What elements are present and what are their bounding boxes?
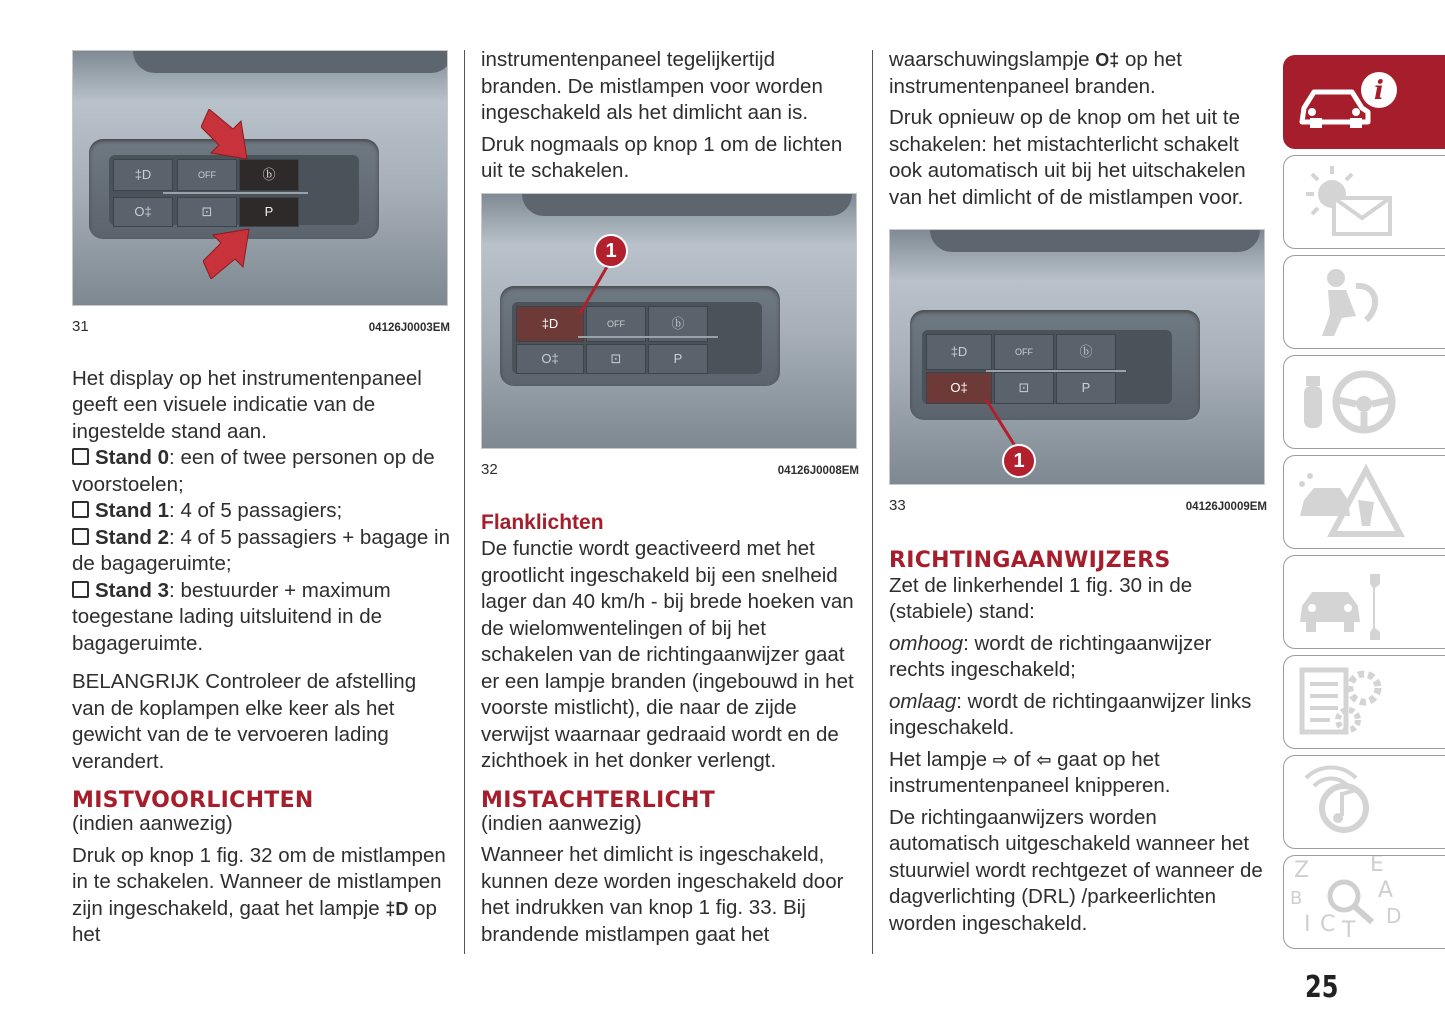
checkbox-bullet-icon: [72, 528, 89, 545]
column-3: [889, 47, 1267, 942]
tab-index[interactable]: [1283, 855, 1445, 949]
callout-1: 1: [594, 234, 628, 268]
fog-front-button: ‡D: [516, 306, 584, 342]
important-note: BELANGRIJK Controleer de afstelling van de koplampen elke keer als het gewicht van de te vervoeren lading verandert.: [72, 670, 417, 773]
figure-number: 31: [72, 318, 89, 335]
figure-33: [889, 229, 1265, 485]
checkbox-bullet-icon: [72, 448, 89, 465]
airbag-icon: [1284, 256, 1445, 348]
figure-number: 32: [481, 460, 498, 478]
parking-light-button: P: [1056, 372, 1116, 404]
fog-rear-button: O‡: [113, 197, 173, 227]
fog-rear-button: O‡: [926, 372, 992, 404]
callout-1: 1: [1002, 444, 1036, 478]
index-letter: D: [1386, 904, 1402, 928]
indicator-auto-off: De richtingaanwijzers worden automatisch uitgeschakeld wanneer het stuurwiel wordt rechtgezet of wanneer de dagverlichting (DRL) /parkeerlichten worden ingeschakeld.: [889, 805, 1263, 935]
figure-code: 04126J0003EM: [368, 322, 450, 334]
display-intro: Het display op het instrumentenpaneel geeft een visuele indicatie van de ingestelde stand aan.: [72, 366, 422, 443]
figure-code: 04126J0009EM: [1185, 501, 1267, 513]
fog-front-text: Druk op knop 1 fig. 32 om de mistlampen in te schakelen. Wanneer de mistlampen zijn ingeschakeld, gaat het lampje ‡D op het: [72, 843, 446, 946]
figure-32-caption: [481, 457, 859, 485]
low-beam-button: ⓑ: [239, 159, 299, 191]
index-letter: E: [1370, 855, 1384, 877]
tab-safety[interactable]: [1283, 255, 1445, 349]
parking-light-button: P: [648, 344, 708, 374]
section-subtitle: (indien aanwezig): [72, 812, 233, 835]
section-heading-mistachterlicht: MISTACHTERLICHT: [481, 787, 716, 813]
indicator-up: omhoog: wordt de richtingaanwijzer rechts ingeschakeld;: [889, 631, 1212, 681]
section-subtitle: (indien aanwezig): [481, 811, 642, 835]
tab-emergency[interactable]: [1283, 455, 1445, 549]
rear-fog-text: Wanneer het dimlicht is ingeschakeld, kunnen deze worden ingeschakeld door het indrukken van knop 1 fig. 33. Bij brandende mistlampen gaat het: [481, 843, 844, 946]
checkbox-bullet-icon: [72, 501, 89, 518]
figure-number: 33: [889, 497, 906, 514]
multimedia-icon: [1284, 756, 1445, 848]
rear-fog-icon: O‡: [1095, 50, 1120, 70]
tab-multimedia[interactable]: [1283, 755, 1445, 849]
figure-33-caption: [889, 493, 1267, 521]
column-1: [72, 50, 450, 954]
emergency-icon: [1284, 456, 1445, 548]
index-letter: T: [1342, 918, 1356, 943]
figure-code: 04126J0008EM: [777, 464, 859, 477]
fog-front-off-text: Druk nogmaals op knop 1 om de lichten uit te schakelen.: [481, 132, 843, 182]
auto-button: ⊡: [177, 197, 237, 227]
off-button: OFF: [586, 306, 646, 342]
column-divider: [464, 50, 465, 954]
flanklichten-text: De functie wordt geactiveerd met het grootlicht ingeschakeld bij een snelheid lager dan 40 km/h - bij brede hoeken van de wielomwentelingen of bij het schakelen van de richtingaanwijzer gaat er een lampje branden (ingebouwd in het voorste mistlicht), die naar de zijde verwijst waarnaar gedraaid wordt en de zichthoek in het donker verlengt.: [481, 537, 854, 772]
checkbox-bullet-icon: [72, 581, 89, 598]
fog-rear-button: O‡: [516, 344, 584, 374]
magnifier-icon: [1314, 866, 1394, 936]
parking-light-button: P: [239, 197, 299, 227]
arrow-left-icon: ⇦: [1036, 749, 1052, 770]
fog-front-text-cont: instrumentenpaneel tegelijkertijd branden. De mistlampen voor worden ingeschakeld als het dimlicht aan is.: [481, 48, 823, 124]
tab-car-info[interactable]: [1283, 55, 1445, 149]
indicator-lamp-text: Het lampje ⇨ of ⇦ gaat op het instrumentenpaneel knipperen.: [889, 747, 1171, 797]
svg-text:i: i: [1374, 76, 1384, 106]
indicator-down: omlaag: wordt de richtingaanwijzer links ingeschakeld.: [889, 689, 1252, 739]
tab-starting-driving[interactable]: [1283, 355, 1445, 449]
index-letter: B: [1290, 888, 1303, 909]
fog-front-button: ‡D: [113, 159, 173, 191]
specs-gear-icon: [1284, 656, 1445, 748]
figure-31: [72, 50, 448, 306]
column-2: [481, 47, 859, 953]
steering-wheel-icon: [1284, 356, 1445, 448]
arrow-right-icon: ⇨: [992, 749, 1008, 770]
list-item: Stand 0: een of twee personen op de voorstoelen;: [72, 446, 435, 496]
section-heading-flanklichten: Flanklichten: [481, 511, 604, 534]
arrow-up-icon: [203, 227, 253, 279]
list-item: Stand 1: 4 of 5 passagiers;: [72, 498, 450, 525]
auto-button: ⊡: [994, 372, 1054, 404]
list-item: Stand 3: bestuurder + maximum toegestane lading uitsluitend in de bagageruimte.: [72, 578, 391, 655]
light-message-icon: [1284, 156, 1445, 248]
section-heading-mistvoorlichten: MISTVOORLICHTEN: [72, 788, 314, 813]
index-letter: I: [1304, 912, 1311, 937]
index-letter: Z: [1294, 858, 1310, 883]
tab-dashboard[interactable]: [1283, 155, 1445, 249]
rear-fog-off-text: Druk opnieuw op de knop om het uit te schakelen: het mistachterlicht schakelt ook automatisch uit bij het uitschakelen van het dimlicht of de mistlampen voor.: [889, 106, 1246, 209]
column-divider: [872, 50, 873, 954]
figure-31-caption: [72, 314, 450, 342]
index-letter: C: [1320, 912, 1336, 937]
off-button: OFF: [994, 334, 1054, 370]
fog-front-button: ‡D: [926, 334, 992, 370]
fog-light-icon: ‡D: [385, 898, 409, 919]
figure-32: [481, 193, 857, 449]
section-heading-richtingaanwijzers: RICHTINGAANWIJZERS: [889, 547, 1171, 573]
indicator-intro: Zet de linkerhendel 1 fig. 30 in de (stabiele) stand:: [889, 573, 1193, 623]
index-letter: A: [1378, 878, 1394, 903]
low-beam-button: ⓑ: [648, 306, 708, 342]
rear-fog-text-cont: waarschuwingslampje O‡ op het instrumentenpaneel branden.: [889, 48, 1182, 98]
tab-maintenance[interactable]: [1283, 555, 1445, 649]
auto-button: ⊡: [586, 344, 646, 374]
tab-technical-data[interactable]: [1283, 655, 1445, 749]
off-button: OFF: [177, 159, 237, 191]
page-number: 25: [1305, 970, 1339, 1005]
car-wrench-icon: [1284, 556, 1445, 648]
arrow-down-icon: [201, 109, 251, 161]
low-beam-button: ⓑ: [1056, 334, 1116, 370]
car-info-icon: [1284, 56, 1445, 148]
list-item: Stand 2: 4 of 5 passagiers + bagage in de bagageruimte;: [72, 525, 450, 575]
